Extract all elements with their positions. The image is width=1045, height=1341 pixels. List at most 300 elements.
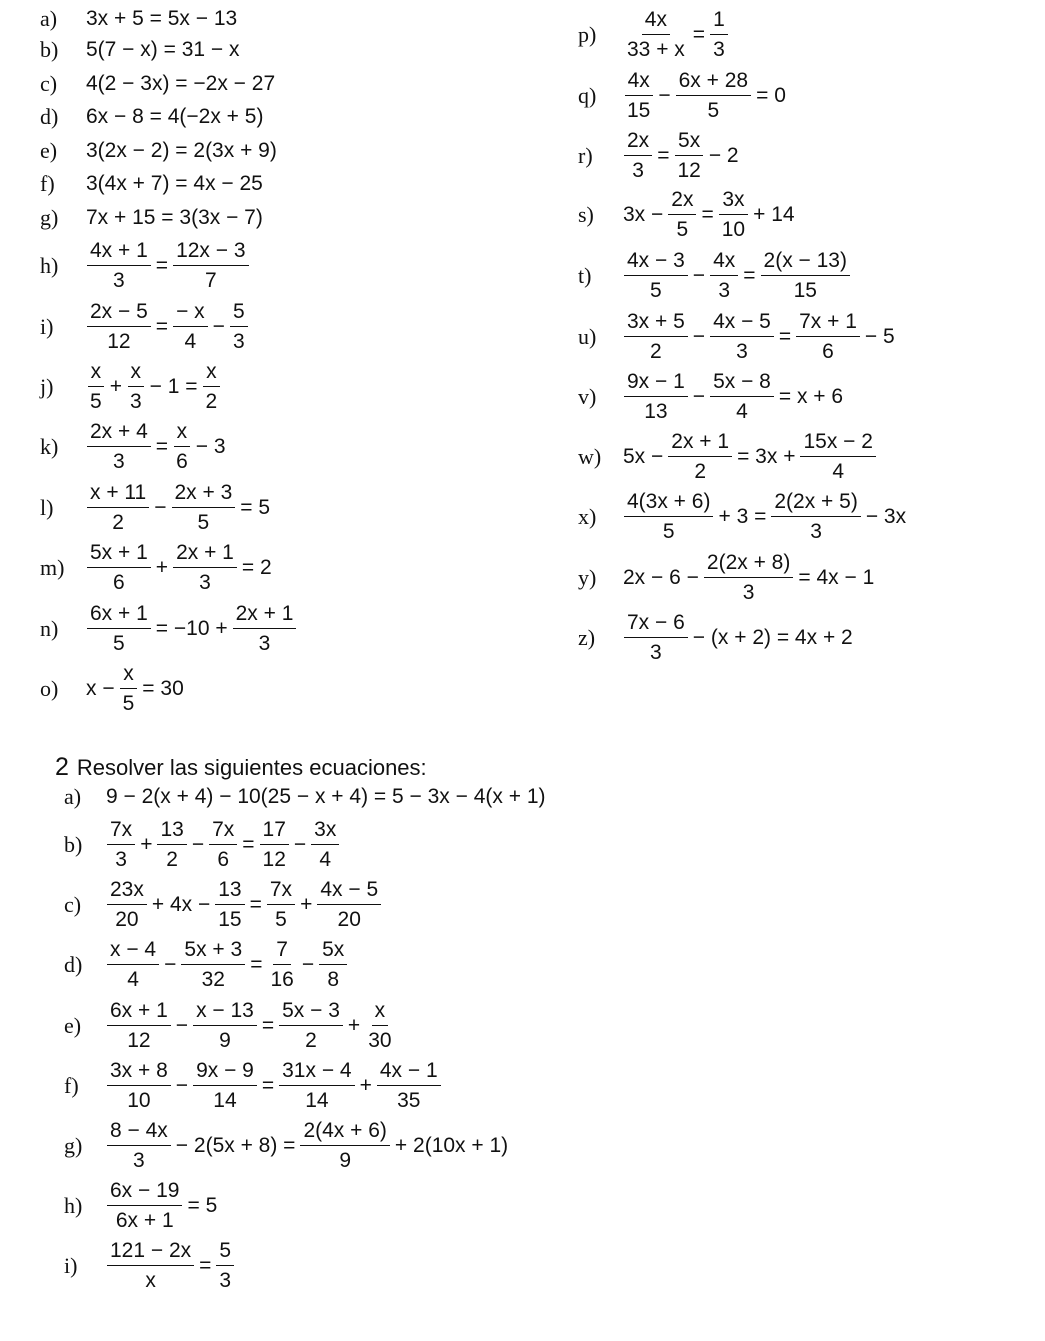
set1-item-equation [84, 172, 265, 196]
set1-item-label: n) [40, 616, 59, 641]
set1-item-label: z) [578, 625, 596, 650]
fraction-numerator: 3x + 8 [107, 1059, 171, 1086]
equation-term: − [692, 325, 706, 348]
fraction-numerator: 2x + 3 [172, 481, 236, 508]
fraction-numerator: 2(4x + 6) [300, 1119, 389, 1146]
fraction-denominator: 3 [199, 571, 211, 594]
fraction [624, 310, 688, 364]
section-2-title [55, 754, 427, 781]
fraction [710, 8, 728, 62]
fraction [624, 490, 713, 544]
fraction [215, 878, 244, 932]
fraction-numerator: 4x [642, 8, 670, 35]
equation-term: + [109, 375, 122, 398]
fraction-numerator: 8 − 4x [107, 1119, 171, 1146]
equation-term: + [347, 1014, 361, 1037]
fraction-numerator: 4x − 1 [377, 1059, 441, 1086]
fraction-denominator: 35 [397, 1089, 421, 1112]
fraction-numerator: 15x − 2 [800, 430, 875, 457]
fraction [624, 249, 688, 303]
fraction-numerator: 7x [107, 818, 135, 845]
fraction-numerator: 31x − 4 [279, 1059, 354, 1086]
fraction-denominator: 3 [810, 520, 822, 543]
fraction [796, 310, 860, 364]
set1-item-equation [84, 72, 277, 96]
equation-term: = 2 [241, 556, 272, 579]
fraction-denominator: 5 [122, 692, 135, 715]
fraction-numerator: x [88, 360, 105, 387]
fraction [710, 249, 738, 303]
equation-term: = 3x + [737, 445, 796, 468]
fraction [173, 420, 191, 474]
fraction [87, 360, 105, 414]
fraction-denominator: 3 [713, 38, 725, 61]
fraction-numerator: 2(2x + 5) [771, 490, 860, 517]
fraction-denominator: 15 [793, 279, 817, 302]
fraction-denominator: 3 [133, 1149, 145, 1172]
fraction-numerator: 3x + 5 [624, 310, 688, 337]
fraction-denominator: 4 [736, 400, 748, 423]
fraction-numerator: − x [173, 300, 208, 327]
equation-term: = 5 [240, 496, 271, 519]
fraction [233, 602, 297, 656]
set1-item-label: w) [578, 444, 602, 469]
equation-term: 4(2 − 3x) = −2x − 27 [86, 72, 276, 95]
fraction-denominator: 3 [115, 848, 127, 871]
fraction-numerator: 4x − 5 [317, 878, 381, 905]
fraction-denominator: x [145, 1269, 156, 1292]
equation-term: − [692, 264, 706, 287]
set1-item-equation [84, 139, 279, 163]
section-heading: Resolver las siguientes ecuaciones: [76, 755, 427, 780]
fraction-numerator: 17 [260, 818, 289, 845]
fraction [377, 1059, 441, 1113]
fraction-numerator: 6x + 28 [676, 69, 751, 96]
set1-item-equation [84, 360, 223, 414]
fraction-numerator: 23x [107, 878, 147, 905]
fraction-numerator: 2x [668, 188, 696, 215]
fraction-numerator: x [174, 420, 191, 447]
fraction-numerator: 6x + 1 [107, 999, 171, 1026]
set1-item-label: y) [578, 565, 597, 590]
fraction [771, 490, 860, 544]
equation-term: = [261, 1014, 275, 1037]
set2-item-label: c) [64, 892, 82, 917]
fraction-numerator: 7x [267, 878, 295, 905]
equation-term: 9 − 2(x + 4) − 10(25 − x + 4) = 5 − 3x − 4(x + 1) [106, 785, 546, 808]
fraction-denominator: 9 [219, 1029, 231, 1052]
fraction [107, 1179, 182, 1233]
fraction-denominator: 32 [201, 968, 225, 991]
equation-term: 3(2x − 2) = 2(3x + 9) [86, 139, 277, 162]
fraction-numerator: 4x − 3 [624, 249, 688, 276]
fraction-numerator: 5x − 3 [279, 999, 343, 1026]
set1-item-label: v) [578, 384, 597, 409]
fraction-denominator: 13 [644, 400, 668, 423]
fraction-denominator: 5 [707, 99, 720, 122]
fraction [704, 551, 793, 605]
fraction-denominator: 14 [213, 1089, 237, 1112]
fraction-numerator: 3x [311, 818, 339, 845]
fraction [761, 249, 850, 303]
set2-item-equation [104, 1059, 444, 1113]
set2-item-equation [104, 785, 548, 809]
fraction [216, 1239, 234, 1293]
fraction-denominator: 5 [90, 390, 102, 413]
set1-item-equation [84, 662, 186, 716]
fraction-numerator: 6x + 1 [87, 602, 151, 629]
fraction-denominator: 12 [127, 1029, 151, 1052]
equation-term: = x + 6 [778, 385, 844, 408]
fraction-denominator: 2 [650, 340, 662, 363]
fraction [674, 129, 703, 183]
fraction [319, 938, 347, 992]
set1-item-equation [84, 105, 265, 129]
set1-item-equation [84, 602, 299, 656]
fraction-denominator: 6 [217, 848, 230, 871]
equation-term: − [191, 833, 205, 856]
fraction-numerator: 2x + 4 [87, 420, 151, 447]
fraction-denominator: 5 [113, 632, 125, 655]
set1-item-label: m) [40, 555, 65, 580]
fraction-numerator: x [120, 662, 137, 689]
fraction-numerator: 5x [319, 938, 347, 965]
fraction-denominator: 5 [676, 218, 689, 241]
fraction [230, 300, 248, 354]
fraction [624, 370, 688, 424]
fraction [157, 818, 186, 872]
equation-term: = [692, 23, 706, 46]
fraction-denominator: 3 [742, 581, 755, 604]
set1-item-equation [621, 129, 741, 183]
set1-item-label: r) [578, 143, 593, 168]
equation-term: = [778, 325, 792, 348]
fraction [107, 938, 159, 992]
fraction [193, 1059, 257, 1113]
fraction-numerator: 2x − 5 [87, 300, 151, 327]
fraction-denominator: 3 [113, 450, 125, 473]
equation-term: x − [86, 677, 115, 700]
equation-term: 6x − 8 = 4(−2x + 5) [86, 105, 264, 128]
set2-item-equation [104, 938, 350, 992]
equation-term: = [249, 893, 262, 916]
fraction-denominator: 2 [205, 390, 218, 413]
fraction-denominator: 6 [113, 571, 125, 594]
fraction [172, 481, 236, 535]
set1-item-label: o) [40, 676, 59, 701]
fraction-numerator: 121 − 2x [107, 1239, 194, 1266]
equation-term: = 0 [756, 84, 786, 107]
fraction-numerator: 2x + 1 [668, 430, 732, 457]
fraction-numerator: 2(2x + 8) [704, 551, 793, 578]
equation-term: − [692, 385, 706, 408]
fraction-denominator: 3 [219, 1269, 232, 1292]
equation-term: = −10 + [155, 617, 228, 640]
fraction-numerator: 2x [624, 129, 652, 156]
fraction-numerator: 5x [675, 129, 703, 156]
fraction-denominator: 6x + 1 [115, 1209, 174, 1232]
set1-item-label: x) [578, 504, 597, 529]
fraction-numerator: x [128, 360, 145, 387]
fraction-numerator: 5x + 1 [87, 541, 151, 568]
set2-item-label: f) [64, 1073, 79, 1098]
fraction-numerator: 4x + 1 [87, 239, 151, 266]
fraction-numerator: 4x − 5 [710, 310, 774, 337]
fraction-denominator: 20 [337, 908, 361, 931]
fraction [710, 310, 774, 364]
equation-term: = [261, 1074, 275, 1097]
set1-item-equation [84, 481, 272, 535]
set1-item-equation [621, 370, 845, 424]
set1-item-label: h) [40, 253, 59, 278]
fraction-denominator: 5 [275, 908, 287, 931]
fraction [173, 300, 208, 354]
equation-term: − [154, 496, 167, 519]
fraction-numerator: 1 [710, 8, 728, 35]
fraction [279, 1059, 354, 1113]
equation-term: − [293, 833, 307, 856]
set1-item-equation [84, 7, 239, 31]
fraction-numerator: 13 [157, 818, 186, 845]
fraction [624, 69, 653, 123]
fraction-numerator: 4x [625, 69, 653, 96]
set1-item-label: l) [40, 495, 54, 520]
equation-term: = [701, 203, 714, 226]
fraction [624, 8, 688, 62]
equation-term: 3(4x + 7) = 4x − 25 [86, 172, 263, 195]
equation-term: 3x + 5 = 5x − 13 [86, 7, 238, 30]
fraction-denominator: 3 [632, 159, 644, 182]
fraction [107, 1059, 171, 1113]
equation-term: + 2(10x + 1) [394, 1134, 509, 1157]
fraction-denominator: 12 [262, 848, 286, 871]
equation-term: = 4x − 1 [798, 566, 875, 589]
fraction [710, 370, 774, 424]
fraction-numerator: 9x − 9 [193, 1059, 257, 1086]
equation-term: = [250, 953, 263, 976]
equation-term: − 2(5x + 8) = [175, 1134, 296, 1157]
set1-item-equation [621, 8, 731, 62]
set1-item-label: p) [578, 22, 597, 47]
fraction [624, 129, 652, 183]
set1-item-label: u) [578, 324, 597, 349]
fraction-numerator: x − 13 [193, 999, 257, 1026]
fraction [668, 430, 732, 484]
fraction [203, 360, 221, 414]
equation-term: − 1 = [149, 375, 198, 398]
fraction [267, 878, 295, 932]
fraction-numerator: 7x [209, 818, 237, 845]
fraction-numerator: 3x [719, 188, 747, 215]
fraction-denominator: 2 [166, 848, 178, 871]
fraction [87, 300, 151, 354]
set2-item-label: i) [64, 1253, 78, 1278]
fraction-denominator: 10 [127, 1089, 151, 1112]
fraction-denominator: 12 [107, 330, 131, 353]
fraction-denominator: 15 [627, 99, 651, 122]
set1-item-equation [84, 239, 252, 293]
fraction-denominator: 9 [339, 1149, 352, 1172]
set1-item-equation [84, 38, 242, 62]
equation-term: = [657, 144, 670, 167]
set2-item-label: e) [64, 1013, 82, 1038]
fraction [107, 878, 147, 932]
fraction [300, 1119, 389, 1173]
set1-item-equation [84, 206, 265, 230]
set2-item-label: h) [64, 1193, 83, 1218]
fraction [209, 818, 237, 872]
fraction-denominator: 3 [113, 269, 125, 292]
equation-term: + [140, 833, 153, 856]
fraction-numerator: 7 [273, 938, 291, 965]
equation-term: − 5 [864, 325, 895, 348]
fraction-numerator: 6x − 19 [107, 1179, 182, 1206]
fraction-denominator: 10 [721, 218, 746, 241]
equation-term: = 30 [142, 677, 184, 700]
fraction [87, 541, 151, 595]
fraction-denominator: 2 [694, 460, 707, 483]
fraction-denominator: 5 [662, 520, 675, 543]
fraction [624, 611, 688, 665]
fraction-numerator: x + 11 [87, 481, 149, 508]
fraction-denominator: 4 [127, 968, 139, 991]
fraction [107, 1119, 171, 1173]
fraction-denominator: 20 [115, 908, 139, 931]
fraction [267, 938, 296, 992]
set2-item-label: b) [64, 832, 83, 857]
fraction-denominator: 6 [822, 340, 834, 363]
set1-item-label: k) [40, 434, 59, 459]
fraction-numerator: 5x − 8 [710, 370, 774, 397]
fraction-numerator: 7x + 1 [796, 310, 860, 337]
equation-term: + 3 = [718, 505, 767, 528]
set1-item-equation [84, 420, 228, 474]
set1-item-equation [621, 69, 788, 123]
set1-item-label: i) [40, 314, 54, 339]
fraction-denominator: 8 [327, 968, 340, 991]
equation-term: 5(7 − x) = 31 − x [86, 38, 240, 61]
fraction-denominator: 3 [129, 390, 142, 413]
equation-term: − [175, 1014, 189, 1037]
set1-item-equation [621, 490, 908, 544]
set1-item-label: b) [40, 37, 59, 62]
section-number: 2 [55, 753, 69, 781]
fraction-denominator: 33 + x [627, 38, 685, 61]
fraction-numerator: 12x − 3 [173, 239, 248, 266]
equation-term: − 2 [708, 144, 739, 167]
fraction-numerator: 2x + 1 [233, 602, 297, 629]
set1-item-equation [621, 249, 853, 303]
set2-item-label: g) [64, 1133, 83, 1158]
set2-item-equation [104, 999, 398, 1053]
equation-term: = [155, 315, 169, 338]
set1-item-equation [84, 541, 274, 595]
set1-item-equation [84, 300, 251, 354]
equation-term: = [155, 435, 169, 458]
fraction [107, 999, 171, 1053]
fraction [311, 818, 339, 872]
equation-term: + 4x − [151, 893, 211, 916]
equation-term: + [300, 893, 313, 916]
equation-term: − [212, 315, 225, 338]
set1-item-label: g) [40, 205, 59, 230]
fraction-numerator: 5 [230, 300, 248, 327]
fraction-numerator: 5 [216, 1239, 234, 1266]
fraction-denominator: 14 [305, 1089, 329, 1112]
fraction-denominator: 3 [258, 632, 271, 655]
equation-term: + [359, 1074, 372, 1097]
set1-item-equation [621, 310, 897, 364]
set1-item-equation [621, 430, 879, 484]
fraction-denominator: 5 [197, 511, 210, 534]
fraction-numerator: 5x + 3 [181, 938, 245, 965]
equation-term: = [199, 1254, 212, 1277]
equation-term: + 14 [753, 203, 795, 226]
equation-term: 2x − 6 − [623, 566, 699, 589]
fraction [260, 818, 289, 872]
fraction [800, 430, 875, 484]
set1-item-equation [621, 551, 876, 605]
fraction-denominator: 2 [305, 1029, 317, 1052]
set2-item-equation [104, 1119, 510, 1173]
fraction [87, 481, 149, 535]
fraction-denominator: 15 [218, 908, 242, 931]
fraction-denominator: 5 [650, 279, 662, 302]
fraction [668, 188, 696, 242]
equation-term: − 3x [865, 505, 907, 528]
equation-term: 7x + 15 = 3(3x − 7) [86, 206, 263, 229]
fraction-denominator: 30 [368, 1029, 392, 1052]
equation-term: 3x − [623, 203, 664, 226]
fraction-denominator: 2 [112, 511, 124, 534]
fraction-numerator: 13 [215, 878, 244, 905]
equation-term: = 5 [187, 1194, 218, 1217]
set1-item-label: t) [578, 263, 592, 288]
fraction [107, 1239, 194, 1293]
fraction-numerator: x − 4 [107, 938, 159, 965]
equation-term: − [658, 84, 671, 107]
equation-term: 5x − [623, 445, 664, 468]
fraction-numerator: 9x − 1 [624, 370, 688, 397]
equation-term: = [242, 833, 255, 856]
equation-term: − [301, 953, 315, 976]
set1-item-equation [621, 188, 797, 242]
set2-item-equation [104, 1179, 219, 1233]
fraction-denominator: 16 [270, 968, 294, 991]
fraction-denominator: 4 [319, 848, 332, 871]
fraction [107, 818, 135, 872]
fraction [193, 999, 257, 1053]
fraction-denominator: 3 [650, 641, 662, 664]
set1-item-label: j) [40, 374, 54, 399]
equation-term: − 3 [195, 435, 226, 458]
set1-item-label: c) [40, 71, 58, 96]
fraction-denominator: 7 [204, 269, 217, 292]
set1-item-label: e) [40, 138, 58, 163]
fraction-denominator: 3 [736, 340, 748, 363]
fraction-denominator: 6 [176, 450, 188, 473]
fraction-numerator: 4(3x + 6) [624, 490, 713, 517]
fraction [719, 188, 748, 242]
fraction-denominator: 12 [677, 159, 701, 182]
fraction [181, 938, 245, 992]
fraction [317, 878, 381, 932]
set2-item-equation [104, 878, 384, 932]
set2-item-label: a) [64, 784, 82, 809]
fraction [87, 239, 151, 293]
set2-item-equation [104, 1239, 237, 1293]
equation-term: = [155, 254, 169, 277]
